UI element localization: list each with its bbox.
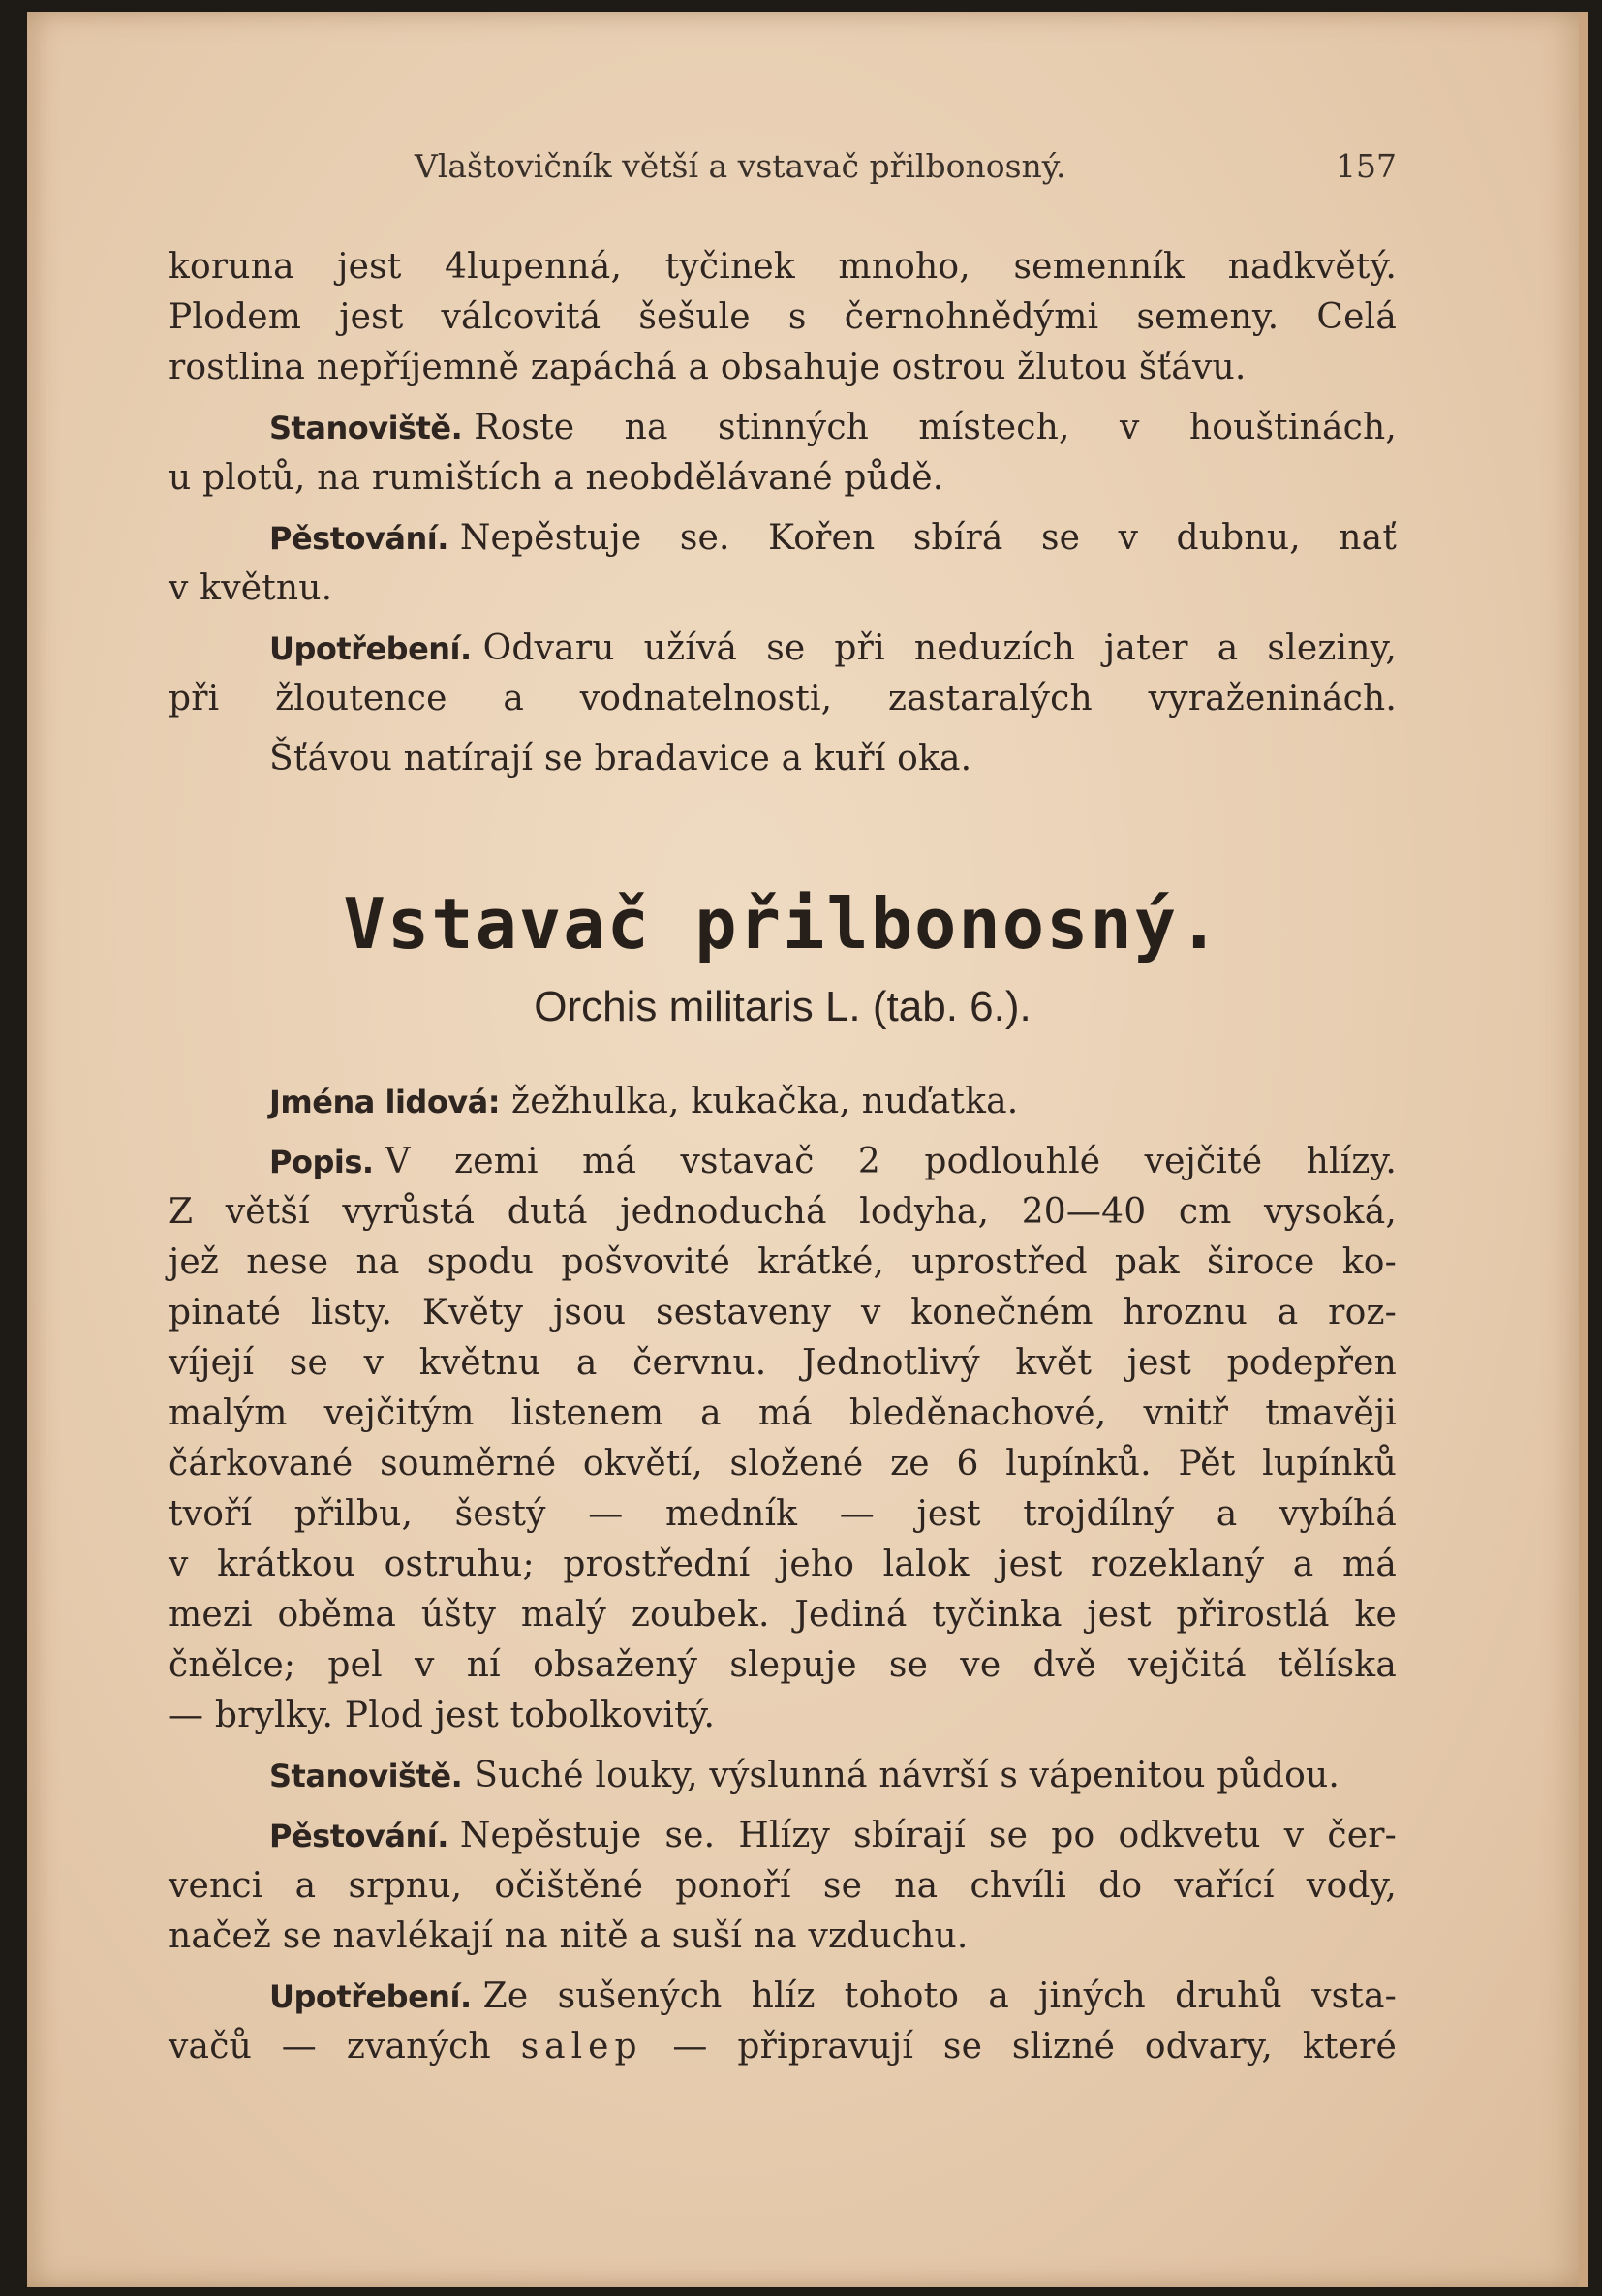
top-section [169, 242, 1397, 784]
text-line: čárkované souměrné okvětí, složené ze 6 lupínků. Pět lupínků [169, 1444, 1397, 1484]
stanoviste-paragraph [169, 1751, 1397, 1801]
text-line: čnělce; pel v ní obsažený slepuje se ve dvě vejčitá tělíska [169, 1645, 1397, 1685]
section-label: Pěstování. [269, 520, 448, 557]
text-line: Plodem jest válcovitá šešule s černohnědými semeny. Celá [169, 297, 1397, 337]
section-label: Jména lidová: [269, 1084, 501, 1120]
text-span: žežhulka, kukačka, nuďatka. [511, 1082, 1019, 1121]
text-span: Roste na stinných místech, v houštinách, [474, 408, 1397, 447]
pestovani-paragraph [169, 1811, 1397, 1861]
text-line: tvoří přilbu, šestý — medník — jest trojdílný a vybíhá [169, 1494, 1397, 1534]
text-line: u plotů, na rumištích a neobdělávané půdě. [169, 458, 944, 498]
page-edge [1579, 12, 1588, 2287]
section-label: Stanoviště. [269, 410, 463, 446]
page-header [415, 147, 1397, 185]
text-span: Odvaru užívá se při neduzích jater a sleziny, [482, 628, 1397, 668]
text-line: mezi oběma úšty malý zoubek. Jediná tyčinka jest přirostlá ke [169, 1595, 1397, 1635]
upotrebeni-paragraph [169, 1972, 1397, 2022]
text-span: — připravují se slizné odvary, které [672, 2027, 1397, 2066]
text-line: Šťávou natírají se bradavice a kuří oka. [269, 739, 972, 779]
text-line: pinaté listy. Květy jsou sestaveny v konečném hroznu a roz- [169, 1293, 1397, 1332]
text-line: rostlina nepříjemně zapáchá a obsahuje ostrou žlutou šťávu. [169, 348, 1247, 387]
text-span: vačů — zvaných [169, 2027, 491, 2066]
page-number: 157 [1336, 147, 1397, 185]
text-line: koruna jest 4lupenná, tyčinek mnoho, semenník nadkvětý. [169, 247, 1397, 287]
text-line: při žloutence a vodnatelnosti, zastaralých vyraženinách. [169, 679, 1397, 719]
text-line: načež se navlékají na nitě a suší na vzduchu. [169, 1916, 969, 1956]
upotrebeni-paragraph [169, 624, 1397, 674]
text-span: Nepěstuje se. Hlízy sbírají se po odkvetu v čer- [459, 1816, 1397, 1855]
section-label: Popis. [269, 1144, 374, 1180]
text-span: Ze sušených hlíz tohoto a jiných druhů vsta- [482, 1976, 1397, 2016]
text-line: v květnu. [169, 568, 333, 608]
text-line: — brylky. Plod jest tobolkovitý. [169, 1696, 716, 1735]
running-title: Vlaštovičník větší a vstavač přilbonosný. [415, 147, 1066, 185]
text-line: víjejí se v květnu a červnu. Jednotlivý květ jest podepřen [169, 1343, 1397, 1383]
jmena-paragraph [169, 1077, 1397, 1127]
section-label: Upotřebení. [269, 1978, 472, 2015]
text-span: Suché louky, výslunná návrší s vápenitou půdou. [474, 1756, 1340, 1795]
text-line: jež nese na spodu pošvovité krátké, uprostřed pak široce ko- [169, 1242, 1397, 1282]
section-label: Stanoviště. [269, 1758, 463, 1794]
popis-paragraph [169, 1137, 1397, 1187]
text-line: Z větší vyrůstá dutá jednoduchá lodyha, 20—40 cm vysoká, [169, 1192, 1397, 1232]
text-span: V zemi má vstavač 2 podlouhlé vejčité hlízy. [385, 1142, 1397, 1181]
text-line: v krátkou ostruhu; prostřední jeho lalok jest rozeklaný a má [169, 1545, 1397, 1584]
text-span: Nepěstuje se. Kořen sbírá se v dubnu, nať [459, 518, 1397, 558]
stanoviste-paragraph [169, 403, 1397, 453]
pestovani-paragraph [169, 513, 1397, 564]
salep-term: salep [520, 2027, 643, 2066]
text-line: malým vejčitým listenem a má bleděnachové, vnitř tmavěji [169, 1393, 1397, 1433]
article-body [169, 1077, 1397, 2072]
article-title: Vstavač přilbonosný. [343, 883, 1222, 964]
text-line: venci a srpnu, očištěné ponoří se na chvíli do vařící vody, [169, 1866, 1397, 1906]
text-line [169, 2022, 1397, 2072]
article-subtitle: Orchis militaris L. (tab. 6.). [534, 983, 1032, 1030]
book-page [27, 12, 1588, 2287]
section-label: Pěstování. [269, 1818, 448, 1854]
section-label: Upotřebení. [269, 630, 472, 667]
